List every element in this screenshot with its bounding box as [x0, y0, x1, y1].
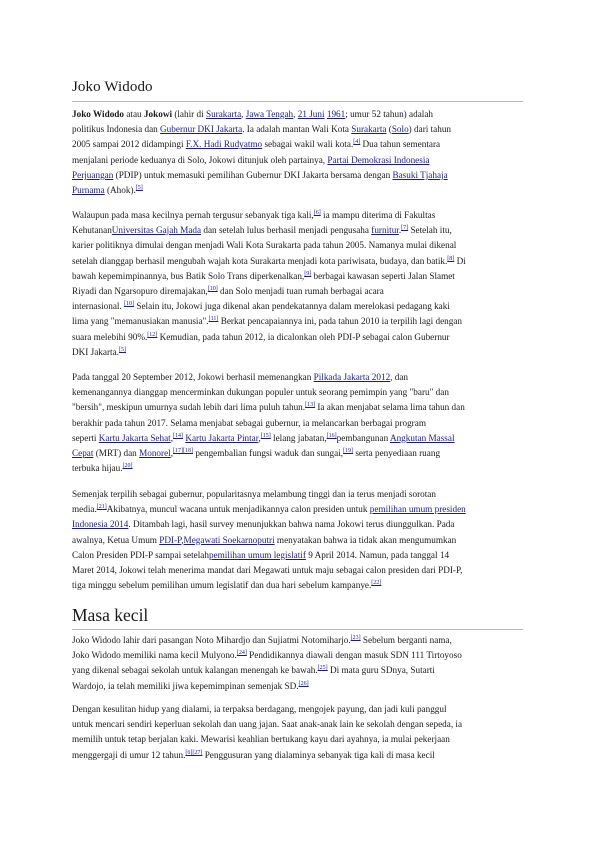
reference-link[interactable]: [13] [305, 402, 316, 409]
text-run: berbagai kawasan seperti Jalan Slamet [311, 270, 455, 281]
reference-link[interactable]: [19] [343, 448, 354, 455]
text-run: suara melebihi 90%. [72, 331, 148, 342]
text-run: menggergaji di umur 12 tahun. [72, 749, 186, 760]
article-paragraph [72, 370, 524, 476]
reference-link[interactable]: [9] [304, 270, 312, 277]
text-run: dan Solo menjadi tuan rumah berbagai acara [217, 286, 384, 297]
bold-text: Jokowi [143, 109, 173, 119]
text-run: bawah kepemimpinannya, bus Batik Solo Trans diperkenalkan, [72, 270, 305, 281]
wiki-link[interactable]: 21 Juni [297, 109, 325, 119]
reference-link[interactable]: [22] [371, 580, 382, 587]
text-run: ; umur 52 tahun) adalah [345, 109, 434, 119]
text-run: Dengan kesulitan hidup yang dialami, ia terpaksa berdagang, mengojek payung, dan jadi kuli panggul [72, 704, 447, 714]
text-run: menjalani periode keduanya di Solo, Jokowi ditunjuk oleh partainya, [72, 154, 328, 165]
text-run: setelah dianggap berhasil mengubah wajah kota Surakarta menjadi kota pariwisata, budaya, dan batik. [72, 255, 448, 266]
text-run: serta penyediaan ruang [353, 448, 441, 459]
text-run: (Ahok). [104, 185, 136, 196]
text-run: Akibatnya, muncul wacana untuk menjadikannya calon presiden untuk [106, 504, 370, 515]
text-run: Ia akan menjabat selama lima tahun dan [315, 402, 465, 413]
article-paragraph [72, 107, 524, 198]
reference-link[interactable]: [24] [236, 650, 247, 657]
text-run: , [241, 109, 246, 119]
text-run: kemenangannya dianggap mencerminkan dukungan populer untuk seorang pemimpin yang "baru" dan [72, 387, 449, 398]
text-run: ia mampu diterima di Fakultas [320, 210, 436, 220]
text-run: . Ia adalah mantan Wali Kota [242, 124, 352, 135]
wiki-link[interactable]: Partai Demokrasi Indonesia [327, 154, 430, 165]
article-paragraph [72, 702, 524, 763]
wiki-link[interactable]: Purnama [72, 185, 105, 196]
text-run: tiga minggu sebelum pemilihan umum legislatif dan dua hari sebelum kampanye. [72, 580, 372, 591]
reference-link[interactable]: [23] [350, 635, 361, 641]
wiki-link[interactable]: F.X. Hadi Rudyatmo [185, 139, 263, 150]
reference-link[interactable]: [26] [298, 680, 309, 687]
text-run: , [181, 534, 184, 545]
text-run: ) dari tahun [408, 124, 452, 135]
text-run: internasional. [72, 301, 125, 312]
wiki-link[interactable]: Pilkada Jakarta 2012 [313, 372, 391, 382]
text-run: berakhir pada tahun 2017. Selama menjabat sebagai gubernur, ia melancarkan berbagai program [72, 417, 426, 428]
wiki-link[interactable]: Surakarta [351, 124, 387, 135]
text-run: untuk mencari sendiri keperluan sekolah dan uang jajan. Saat anak-anak lain ke sekolah dengan sepeda, ia [72, 719, 463, 730]
section-divider [72, 629, 523, 630]
wiki-link[interactable]: Gubernur DKI Jakarta [160, 124, 243, 135]
wiki-link[interactable]: Perjuangan [72, 169, 114, 180]
text-run: DKI Jakarta. [72, 346, 119, 357]
reference-link[interactable]: [21] [96, 504, 107, 511]
text-run: pengembalian fungsi waduk dan sungai, [193, 448, 344, 459]
reference-link[interactable]: [10] [124, 301, 135, 308]
wiki-link[interactable]: PDI-P [159, 534, 182, 545]
text-run: pembangunan [336, 432, 390, 443]
reference-link[interactable]: [16] [326, 432, 337, 439]
text-run: , [258, 432, 261, 443]
text-run: atau [124, 109, 144, 119]
reference-link[interactable]: [7] [401, 225, 409, 232]
text-run: . [398, 225, 402, 236]
wiki-link[interactable]: Basuki Tjahaja [392, 169, 448, 180]
article-paragraph [72, 208, 524, 360]
text-run: Pendidikannya diawali dengan masuk SDN 111 Tirtoyoso [246, 650, 462, 661]
article-title: Joko Widodo [72, 79, 153, 95]
wiki-link[interactable]: Monorel [139, 448, 171, 459]
text-run: Di mata guru SDnya, Sutarti [327, 665, 435, 676]
text-run: terbuka hijau. [72, 463, 123, 474]
text-run: Sebelum berganti nama, [360, 635, 452, 645]
wiki-link[interactable]: Cepat [72, 448, 94, 459]
text-run: "bersih", meskipun umurnya sudah lebih dari lima puluh tahun. [72, 402, 306, 413]
text-run: Pada tanggal 20 September 2012, Jokowi berhasil memenangkan [72, 372, 314, 382]
text-run: lelang jabatan, [270, 432, 327, 443]
text-run: (PDIP) untuk memasuki pemilihan Gubernur DKI Jakarta bersama dengan [113, 169, 393, 180]
text-run: , [293, 109, 298, 119]
reference-link[interactable]: [10] [207, 286, 218, 293]
reference-link[interactable]: [25] [317, 665, 328, 672]
text-run: Calon Presiden PDI-P sampai setelah [72, 549, 209, 560]
text-run: (MRT) dan [93, 448, 140, 459]
reference-link[interactable]: [12] [147, 331, 158, 338]
text-run: politikus Indonesia dan [72, 124, 161, 135]
text-run: 2005 sampai 2012 didampingi [72, 139, 186, 150]
reference-link[interactable]: [4] [353, 139, 361, 146]
text-run: 9 April 2014. Namun, pada tanggal 14 [305, 549, 450, 560]
wiki-link[interactable]: pemilihan umum legislatif [208, 549, 306, 560]
text-run: memilih untuk tetap berjalan kaki. Mewarisi keahlian bertukang kayu dari ayahnya, ia mulai pekerjaan [72, 734, 450, 745]
article-paragraph [72, 633, 524, 694]
text-run: Joko Widodo memiliki nama kecil Mulyono. [72, 650, 237, 661]
text-run: Selain itu, Jokowi juga dikenal akan pendekatannya dalam merelokasi pedagang kaki [134, 301, 450, 312]
text-run: yang dikenal sebagai sekolah untuk kalangan menengah ke bawah. [72, 665, 318, 676]
text-run: , [170, 448, 174, 459]
text-run: (lahir di [172, 109, 206, 119]
text-run: Kemudian, pada tahun 2012, ia dicalonkan oleh PDI-P sebagai calon Gubernur [157, 331, 450, 342]
wiki-link[interactable]: Kartu Jakarta Pintar [185, 432, 259, 443]
text-run: media. [72, 504, 97, 515]
wiki-link[interactable]: furnitur [371, 225, 399, 236]
reference-link[interactable]: [11] [208, 316, 219, 323]
wiki-link[interactable]: Surakarta [205, 109, 242, 119]
text-run: menyatakan bahwa ia tidak akan mengumumkan [274, 534, 457, 545]
text-run: lima yang "memanusiakan manusia". [72, 316, 209, 327]
wiki-link[interactable]: Indonesia 2014 [72, 519, 129, 530]
text-run: . Ditambah lagi, hasil survey menunjukkan bahwa nama Jokowi terus diunggulkan. Pada [128, 519, 455, 530]
text-run: Wardojo, ia telah memiliki jiwa kepemimpinan semenjak SD. [72, 680, 299, 691]
article-paragraph [72, 487, 524, 593]
reference-link[interactable]: [20] [122, 463, 133, 470]
text-run: karier politiknya dimulai dengan menjadi Wali Kota Surakarta pada tahun 2005. Namanya mulai dikenal [72, 240, 457, 251]
reference-link[interactable]: [6] [313, 210, 321, 216]
text-run: awalnya, Ketua Umum [72, 534, 160, 545]
bold-text: Joko Widodo [72, 109, 125, 119]
title-divider [72, 101, 523, 102]
text-run: Penggusuran yang dialaminya sebanyak tiga kali di masa kecil [202, 749, 435, 760]
text-run: dan setelah lulus berhasil menjadi pengusaha [201, 225, 372, 236]
wiki-link[interactable]: Angkutan Massal [389, 432, 455, 443]
text-run: ( [386, 124, 392, 135]
reference-link[interactable]: [6][27] [185, 749, 203, 756]
text-run: , [170, 432, 174, 443]
text-run: Dua tahun sementara [360, 139, 441, 150]
text-run: sebagai wakil wali kota. [262, 139, 354, 150]
wiki-link[interactable]: pemilihan umum presiden [369, 504, 466, 515]
wiki-link[interactable]: 1961 [326, 109, 346, 119]
wiki-link[interactable]: Jawa Tengah [245, 109, 294, 119]
text-run: Kehutanan [72, 225, 112, 236]
wiki-link[interactable]: Megawati Soekarnoputri [183, 534, 275, 545]
reference-link[interactable]: [17][18] [173, 448, 194, 455]
wiki-link[interactable]: Solo [391, 124, 409, 135]
section-heading: Masa kecil [72, 605, 149, 625]
reference-link[interactable]: [15] [260, 432, 271, 439]
text-run: Di [454, 255, 466, 266]
wiki-link[interactable]: Kartu Jakarta Sehat [98, 432, 171, 443]
text-run: Walaupun pada masa kecilnya pernah tergusur sebanyak tiga kali, [72, 210, 314, 220]
text-run: Berkat pencapaiannya ini, pada tahun 2010 ia terpilih lagi dengan [218, 316, 463, 327]
text-run: Joko Widodo lahir dari pasangan Noto Mihardjo dan Sujiatmi Notomiharjo. [72, 635, 351, 645]
reference-link[interactable]: [5] [118, 346, 126, 353]
text-run: Semenjak terpilih sebagai gubernur, popularitasnya melambung tinggi dan ia terus menjadi sorotan [72, 489, 436, 499]
text-run: seperti [72, 432, 99, 443]
reference-link[interactable]: [8] [447, 255, 455, 262]
reference-link[interactable]: [5] [135, 185, 143, 192]
wiki-link[interactable]: Universitas Gajah Mada [111, 225, 202, 236]
text-run: Riyadi dan Ngarsopuro diremajakan, [72, 286, 208, 297]
text-run: Maret 2014, Jokowi telah menerima mandat dari Megawati untuk maju sebagai calon presiden dari PDI-P, [72, 565, 463, 576]
reference-link[interactable]: [14] [173, 432, 184, 439]
text-run: , dan [390, 372, 409, 382]
text-run: Setelah itu, [408, 225, 452, 236]
